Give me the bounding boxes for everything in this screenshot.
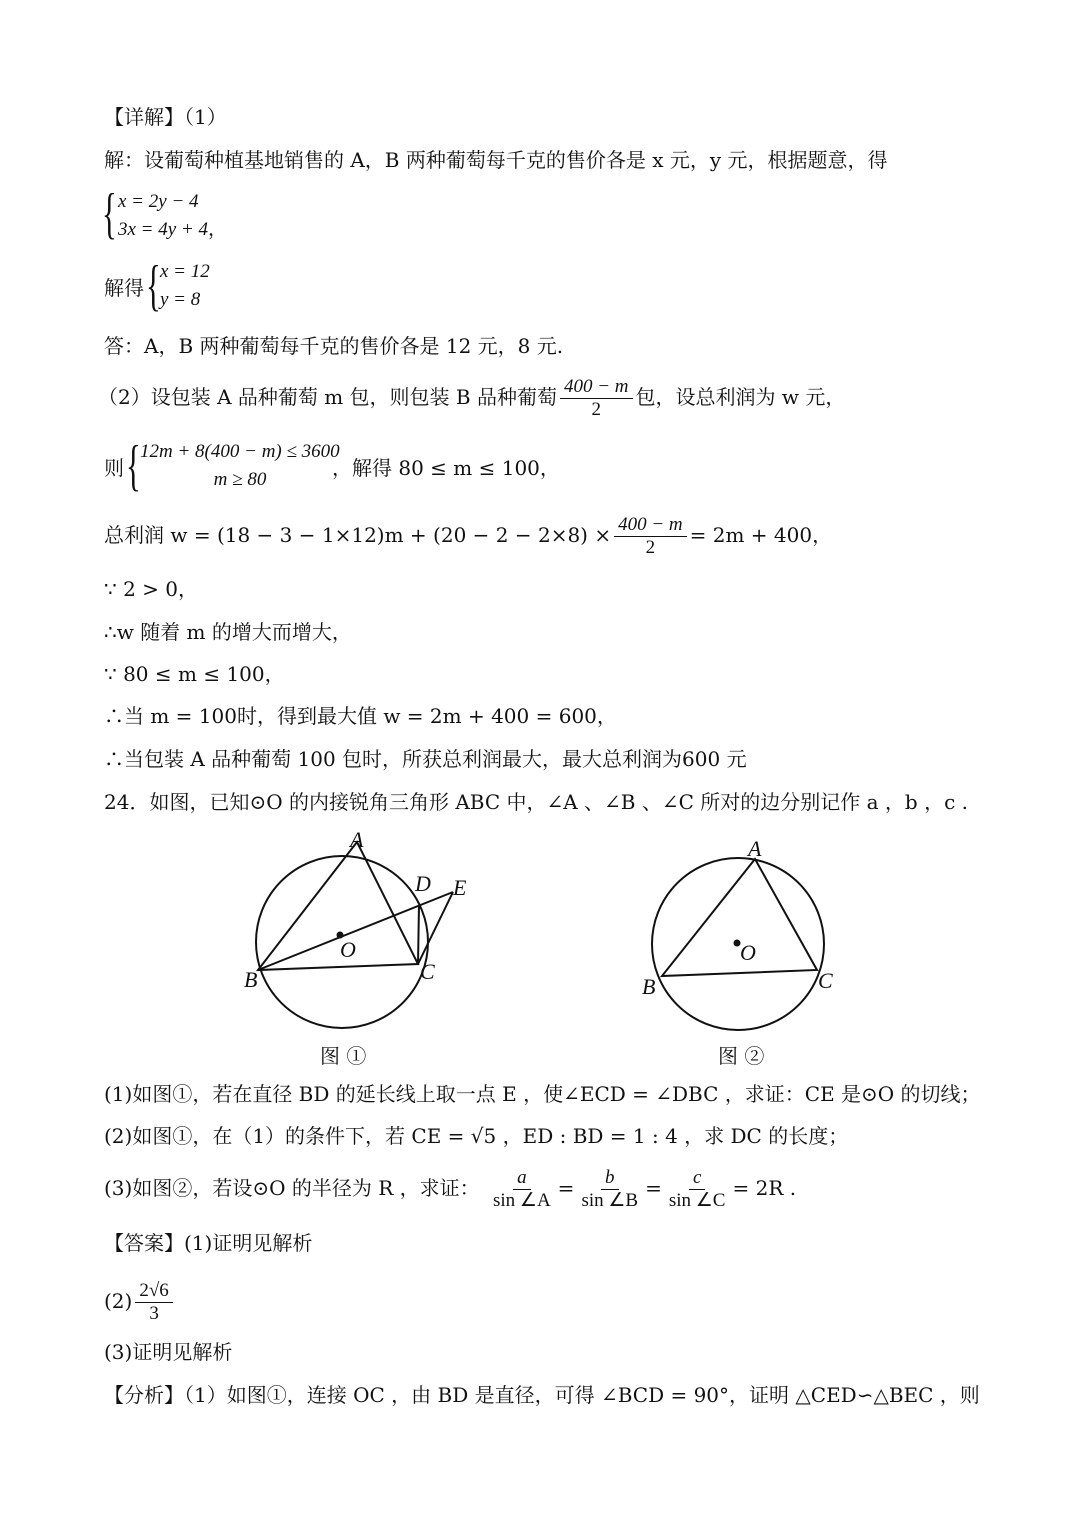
fraction-400-m bbox=[560, 376, 633, 421]
brace-1: { bbox=[102, 183, 117, 245]
figure-2 bbox=[630, 830, 850, 1040]
figure-1-caption: 图 ① bbox=[320, 1044, 367, 1068]
setup-line: 解：设葡萄种植基地销售的 A，B 两种葡萄每千克的售价各是 x 元，y 元，根据题意，得 bbox=[104, 148, 888, 172]
part2-intro bbox=[98, 372, 845, 422]
profit-post: = 2m + 400， bbox=[689, 523, 833, 547]
heading-detail: 【详解】（1） bbox=[104, 105, 227, 129]
brace-3: { bbox=[126, 435, 141, 497]
step-5: ∴当包装 A 品种葡萄 100 包时，所获总利润最大，最大总利润为600 元 bbox=[104, 747, 747, 771]
inequality-result: ，解得 80 ≤ m ≤ 100， bbox=[332, 456, 560, 480]
profit-line bbox=[104, 510, 832, 560]
answer-part2-fraction bbox=[135, 1280, 172, 1325]
inequality-system bbox=[140, 438, 340, 494]
figure-2-caption: 图 ② bbox=[718, 1044, 765, 1068]
fig1-line-ce bbox=[418, 892, 453, 964]
answer-part1: 答：A，B 两种葡萄每千克的售价各是 12 元，8 元. bbox=[104, 334, 564, 358]
answer-part2-label: (2) bbox=[104, 1289, 133, 1313]
part3-fraction-b bbox=[577, 1167, 642, 1212]
inequality-b: m ≥ 80 bbox=[213, 469, 267, 490]
fraction-denominator: 2 bbox=[591, 399, 601, 420]
part3-f1-num: a bbox=[513, 1167, 531, 1190]
answer-part3: (3)证明见解析 bbox=[104, 1340, 233, 1364]
figure-1 bbox=[230, 825, 500, 1040]
profit-pre: 总利润 w = (18 − 3 − 1×12)m + (20 − 2 − 2×8) × bbox=[104, 523, 612, 547]
fig1-label-d: D bbox=[415, 871, 431, 896]
profit-fraction-num: 400 − m bbox=[614, 514, 687, 537]
part3-f2-num: b bbox=[601, 1167, 619, 1190]
fig2-label-c: C bbox=[818, 968, 833, 993]
fig1-label-o: O bbox=[340, 937, 356, 962]
part3-pre: (3)如图②，若设⊙O 的半径为 R ，求证： bbox=[104, 1176, 480, 1200]
part3-f1-den: sin ∠A bbox=[492, 1190, 551, 1211]
part2-intro-pre: （2）设包装 A 品种葡萄 m 包，则包装 B 品种葡萄 bbox=[98, 385, 557, 409]
fig2-label-b: B bbox=[642, 974, 656, 999]
step-2: ∴w 随着 m 的增大而增大， bbox=[104, 620, 352, 644]
question-24-stem: 24．如图，已知⊙O 的内接锐角三角形 ABC 中，∠A 、∠B 、∠C 所对的边分别记作 a ，b ，c . bbox=[104, 790, 968, 814]
part3-f3-den: sin ∠C bbox=[668, 1190, 726, 1211]
step-4: ∴当 m = 100时，得到最大值 w = 2m + 400 = 600， bbox=[104, 704, 617, 728]
solution-x: x = 12 bbox=[160, 261, 210, 282]
brace-2: { bbox=[146, 255, 161, 317]
part3-fraction-a bbox=[489, 1167, 555, 1212]
fig2-label-a: A bbox=[748, 836, 762, 861]
equation-1-tail: ， bbox=[208, 219, 228, 240]
part3-post: = 2R . bbox=[732, 1176, 797, 1200]
question-24-part3 bbox=[104, 1163, 796, 1213]
solution-y: y = 8 bbox=[160, 289, 201, 310]
part3-f2-den: sin ∠B bbox=[581, 1190, 639, 1211]
solve-label: 解得 bbox=[104, 276, 144, 300]
fig1-label-b: B bbox=[244, 967, 258, 992]
answer-part2-num: 2√6 bbox=[135, 1280, 172, 1303]
answer-part2-den: 3 bbox=[149, 1303, 159, 1324]
part3-f3-num: c bbox=[689, 1167, 705, 1190]
solution-system bbox=[160, 258, 210, 314]
fraction-numerator: 400 − m bbox=[560, 376, 633, 399]
fig1-triangle-abc bbox=[258, 842, 418, 970]
fig1-line-cd bbox=[418, 905, 419, 964]
analysis-line: 【分析】（1）如图①，连接 OC ，由 BD 是直径，可得 ∠BCD = 90°，证明 △CED∽△BEC ，则 bbox=[104, 1383, 980, 1407]
question-24-part1: (1)如图①，若在直径 BD 的延长线上取一点 E ，使∠ECD = ∠DBC ，求证：CE 是⊙O 的切线； bbox=[104, 1082, 981, 1106]
then-label: 则 bbox=[104, 456, 124, 480]
part3-fraction-c bbox=[665, 1167, 730, 1212]
question-24-part2: (2)如图①，在（1）的条件下，若 CE = √5 ，ED : BD = 1 : 4 ，求 DC 的长度； bbox=[104, 1124, 849, 1148]
fig1-label-a: A bbox=[350, 827, 364, 852]
inequality-a: 12m + 8(400 − m) ≤ 3600 bbox=[140, 441, 340, 462]
fig1-label-e: E bbox=[453, 875, 467, 900]
part3-eq-2: = bbox=[645, 1176, 662, 1200]
answer-part2 bbox=[104, 1276, 176, 1326]
fig1-label-c: C bbox=[420, 959, 435, 984]
answer-heading: 【答案】(1)证明见解析 bbox=[104, 1231, 313, 1255]
step-3: ∵ 80 ≤ m ≤ 100， bbox=[104, 662, 285, 686]
fig2-label-o: O bbox=[740, 940, 756, 965]
part2-intro-post: 包，设总利润为 w 元， bbox=[635, 385, 846, 409]
step-1: ∵ 2 > 0， bbox=[104, 577, 199, 601]
equation-1b: 3x = 4y + 4 bbox=[118, 219, 209, 240]
profit-fraction-den: 2 bbox=[645, 537, 656, 558]
equation-system-1 bbox=[118, 188, 227, 244]
equation-1a: x = 2y − 4 bbox=[118, 191, 199, 212]
profit-fraction bbox=[614, 514, 687, 559]
part3-eq-1: = bbox=[557, 1176, 575, 1200]
